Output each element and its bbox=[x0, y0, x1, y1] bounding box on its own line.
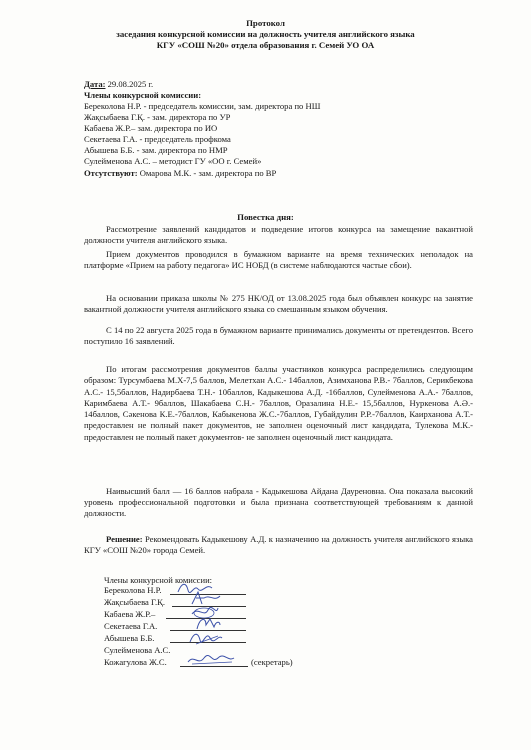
signatory-name: Кабаева Ж.Р.– bbox=[104, 609, 156, 619]
signatory-name: Секетаева Г.А. bbox=[104, 621, 158, 631]
paragraph-applications: С 14 по 22 августа 2025 года в бумажном варианте принимались документы от претендентов. Всего поступило 16 заявлений. bbox=[84, 325, 473, 347]
absent-label: Отсутствуют: bbox=[84, 168, 138, 178]
member-line: Береколова Н.Р. - председатель комиссии, зам. директора по НШ bbox=[84, 101, 321, 111]
signatory-name: Жақсыбаева Г.Қ. bbox=[104, 597, 165, 607]
date-value: 29.08.2025 г. bbox=[105, 79, 154, 89]
decision-label: Решение: bbox=[106, 534, 143, 544]
signatory-name: Береколова Н.Р. bbox=[104, 585, 162, 595]
signatory-name: Кожагулова Ж.С. bbox=[104, 657, 167, 667]
paragraph-document-intake: Прием документов проводился в бумажном варианте на время технических неполадок на платформе «Прием на работу педагога» ИС НОБД (в системе наблюдаются частые сбои). bbox=[84, 249, 473, 271]
organization-name: КГУ «СОШ №20» отдела образования г. Семей УО ОА bbox=[156, 40, 375, 50]
member-line: Секетаева Г.А. - председатель профкома bbox=[84, 134, 231, 144]
signature-mark bbox=[188, 628, 224, 651]
absent-line bbox=[84, 168, 276, 179]
signatures-heading: Члены конкурсной комиссии: bbox=[104, 575, 213, 585]
signatory-name: Абышева Б.Б. bbox=[104, 633, 155, 643]
agenda-text: Рассмотрение заявлений кандидатов и подведение итогов конкурса на замещение вакантной должности учителя английского языка. bbox=[84, 224, 473, 246]
paragraph-winner: Наивысший балл — 16 баллов набрала - Кадыкешова Айдана Дауреновна. Она показала высокий уровень профессиональной подготовки и была признана соответствующей требованиям к данной должности. bbox=[84, 486, 473, 519]
signatory-name: Сулейменова А.С. bbox=[104, 645, 171, 655]
signature-mark bbox=[186, 652, 236, 673]
paragraph-scores: По итогам рассмотрения документов баллы участников конкурса распределились следующим образом: Турсумбаева М.Х-7,5 баллов, Мелетхан А.С.- 14баллов, Азимханова Р.В.- 7баллов, Серикбекова А.С.- 15,5баллов, Надирбаева Т.Н.- 10баллов, Кадыкешова А.Д. -16баллов, Сулейменова А.А.- 7баллов, Каримбаева А.Т.- 9баллов, Шакабаева С.Н.- 7баллов, Оразалина Н.Е.- 15,5баллов, Нуркенова А.Ә.- 14баллов, Сәкенова К.Е.-7баллов, Кабыкенова Ж.С.-7баллов, Губайдулин Р.Р.-7баллов, Каирханова А.Т.- предоставлен не полный пакет документов, не заполнен оценочный лист кандидата, Тулекова М.К.- предоставлен не полный пакет документов- не заполнен оценочный лист кандидата. bbox=[84, 364, 473, 442]
date-line bbox=[84, 79, 153, 90]
secretary-note: (секретарь) bbox=[251, 657, 293, 667]
absent-value: Омарова М.К. - зам. директора по ВР bbox=[137, 168, 277, 178]
document-subtitle: заседания конкурсной комиссии на должность учителя английского языка bbox=[116, 29, 415, 39]
member-line: Кабаева Ж.Р.– зам. директора по ИО bbox=[84, 123, 218, 133]
agenda-title: Повестка дня: bbox=[237, 212, 294, 222]
date-label: Дата: bbox=[84, 79, 106, 89]
member-line: Абышева Б.Б. - зам. директора по НМР bbox=[84, 145, 228, 155]
members-heading: Члены конкурсной комиссии: bbox=[84, 90, 202, 100]
document-title: Протокол bbox=[246, 18, 285, 28]
decision-text: Рекомендовать Кадыкешову А.Д. к назначению на должность учителя английского языка КГУ «СОШ №20» города Семей. bbox=[84, 534, 473, 556]
paragraph-order: На основании приказа школы № 275 НК/ОД от 13.08.2025 года был объявлен конкурс на занятие вакантной должности учителя английского языка со смешанным языком обучения. bbox=[84, 293, 473, 315]
member-line: Жақсыбаева Г.Қ. - зам. директора по УР bbox=[84, 112, 231, 122]
member-line: Сулейменова А.С. – методист ГУ «ОО г. Семей» bbox=[84, 156, 262, 166]
decision-paragraph bbox=[84, 534, 473, 556]
